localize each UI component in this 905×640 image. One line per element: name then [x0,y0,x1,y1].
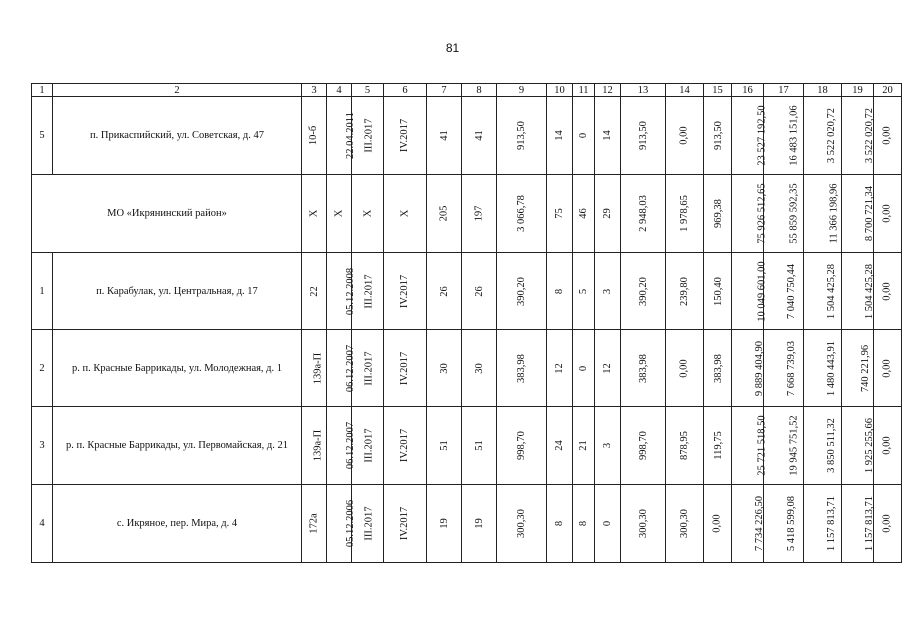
cell-value: 51 [473,440,485,451]
cell-value: 1 504 425,28 [864,263,876,319]
cell-value: 55 859 592,35 [788,183,800,244]
value-cell [704,97,732,175]
cell-value: III.2017 [363,350,375,386]
value-cell [874,485,902,563]
value-cell [666,407,704,485]
cell-value: III.2017 [363,428,375,463]
cell-value: 5 418 599,08 [786,495,798,552]
cell-value: 913,50 [712,121,724,150]
value-cell [427,485,462,563]
cell-value: 3 [602,442,613,449]
value-cell [497,485,547,563]
value-cell [547,97,573,175]
value-cell [352,407,384,485]
header-cell: 17 [764,84,804,97]
value-cell [327,253,357,330]
value-cell [573,485,595,563]
cell-value: 46 [578,208,589,219]
value-cell [874,253,902,330]
value-cell [666,175,704,253]
value-cell [547,330,573,407]
value-cell [497,175,547,253]
row-number-cell: 3 [32,407,53,485]
value-cell [595,407,621,485]
value-cell [842,175,874,253]
district-name-cell: МО «Икрянинский район» [32,175,302,253]
value-cell [804,407,842,485]
value-cell [764,175,804,253]
value-cell [384,253,427,330]
value-cell [327,97,356,175]
cell-value: IV.2017 [399,274,411,308]
value-cell [497,253,547,330]
row-number-cell: 5 [32,97,53,175]
cell-value: 383,98 [712,353,724,383]
value-cell [732,175,768,253]
cell-value: 22 [308,285,320,297]
value-cell [595,330,621,407]
cell-value: 139а-П [312,352,324,384]
header-cell: 18 [804,84,842,97]
value-cell [547,485,573,563]
cell-value: 913,50 [637,121,649,150]
header-row [32,84,902,97]
value-cell [573,330,595,407]
value-cell [764,97,804,175]
value-cell [302,485,327,563]
value-cell [352,175,384,253]
value-cell [497,330,547,407]
value-cell [462,485,497,563]
cell-value: 7 668 739,03 [786,340,798,396]
cell-value: 0,00 [882,281,893,301]
value-cell [573,407,595,485]
value-cell [497,407,547,485]
value-cell [302,407,327,485]
header-cell: 1 [32,84,53,97]
cell-value: 0,00 [679,358,690,378]
cell-value: 25 721 518,50 [756,415,768,476]
cell-value: 26 [438,285,450,297]
cell-value: 3 522 020,72 [826,107,838,164]
row-number-cell: 1 [32,253,53,330]
cell-value: 205 [438,205,450,222]
cell-value: 23 527 192,50 [756,105,768,166]
cell-value: 10 049 601,00 [756,260,768,322]
value-cell [874,330,902,407]
cell-value: 8 [578,520,589,527]
cell-value: IV.2017 [399,351,411,385]
value-cell [327,485,357,563]
value-cell [302,253,327,330]
cell-value: 0,00 [882,204,893,223]
cell-value: 06.12.2007 [345,421,357,470]
header-cell: 16 [732,84,764,97]
value-cell [666,97,704,175]
cell-value: 300,30 [637,509,649,538]
cell-value: 3 066,78 [516,195,527,232]
cell-value: 3 850 511,32 [825,418,837,473]
cell-value: 0,00 [882,126,893,145]
value-cell [732,407,768,485]
address-cell: р. п. Красные Баррикады, ул. Молодежная, д. 1 [53,330,302,407]
cell-value: 9 889 404,90 [754,340,766,396]
value-cell [874,97,902,175]
cell-value: 969,38 [712,199,724,228]
header-cell: 13 [621,84,666,97]
cell-value: 0,00 [712,514,723,533]
cell-value: 5 [578,288,589,294]
cell-value: 30 [438,362,450,374]
cell-value: 1 157 813,71 [864,495,876,552]
cell-value: 3 522 020,72 [864,107,876,164]
value-cell [384,175,427,253]
table-row [32,485,902,563]
cell-value: 3 [602,288,613,294]
value-cell [621,97,666,175]
cell-value: 14 [554,130,565,141]
header-cell: 4 [327,84,352,97]
value-cell [384,330,427,407]
value-cell [704,485,732,563]
header-cell: 7 [427,84,462,97]
value-cell [621,253,666,330]
value-cell [427,97,462,175]
cell-value: 0 [578,365,589,371]
value-cell [595,97,621,175]
cell-value: 740 221,96 [860,344,872,392]
value-cell [704,175,732,253]
header-cell: 10 [547,84,573,97]
value-cell [302,330,327,407]
value-cell [384,485,427,563]
row-number-cell: 4 [32,485,53,563]
cell-value: 0,00 [882,358,893,378]
address-cell: р. п. Красные Баррикады, ул. Первомайская, д. 21 [53,407,302,485]
value-cell [573,97,595,175]
cell-value: 30 [473,362,485,374]
cell-value: 139а-П [312,429,324,462]
cell-value: 29 [602,208,613,219]
cell-value: 998,70 [637,431,649,460]
table-row [32,407,902,485]
value-cell [842,253,874,330]
header-cell: 20 [874,84,902,97]
cell-value: 172а [308,513,320,534]
value-cell [621,407,666,485]
header-cell: 9 [497,84,547,97]
value-cell [352,485,384,563]
cell-value: 11 366 198,96 [828,183,840,244]
value-cell [842,407,874,485]
value-cell [427,253,462,330]
value-cell [804,485,842,563]
page-number: 81 [445,41,460,55]
value-cell [804,253,842,330]
value-cell [427,175,462,253]
cell-value: 1 480 443,91 [826,340,838,396]
cell-value: 12 [554,362,565,374]
cell-value: 1 504 425,28 [826,263,838,319]
cell-value: 1 925 255,66 [864,417,876,474]
cell-value: 8 [554,288,565,294]
cell-value: IV.2017 [399,428,411,463]
value-cell [874,407,902,485]
cell-value: 998,70 [516,431,527,460]
header-cell: 6 [384,84,427,97]
cell-value: 06.12.2007 [345,344,357,392]
cell-value: 7 040 750,44 [786,263,798,319]
value-cell [666,330,704,407]
value-cell [804,175,842,253]
header-cell: 14 [666,84,704,97]
value-cell [462,330,497,407]
cell-value: 0 [578,132,589,139]
cell-value: 8 [554,520,565,527]
address-cell: п. Карабулак, ул. Центральная, д. 17 [53,253,302,330]
value-cell [874,175,902,253]
value-cell [704,330,732,407]
value-cell [666,253,704,330]
table-row [32,253,902,330]
value-cell [573,175,595,253]
cell-value: III.2017 [363,118,375,153]
value-cell [352,330,384,407]
cell-value: X [308,209,320,218]
cell-value: 383,98 [516,353,527,383]
cell-value: 14 [602,130,613,141]
value-cell [704,407,732,485]
value-cell [427,330,462,407]
value-cell [732,97,768,175]
value-cell [621,330,666,407]
cell-value: 390,20 [516,276,527,306]
value-cell [547,407,573,485]
table-row [32,330,902,407]
cell-value: 0,00 [679,126,690,145]
cell-value: 05.12.2006 [345,499,357,548]
cell-value: 383,98 [637,353,649,383]
value-cell [462,253,497,330]
table-row [32,175,902,253]
cell-value: 24 [554,440,565,451]
value-cell [352,253,384,330]
header-cell: 5 [352,84,384,97]
header-cell: 11 [573,84,595,97]
value-cell [547,175,573,253]
address-cell: п. Прикаспийский, ул. Советская, д. 47 [53,97,302,175]
value-cell [764,330,804,407]
cell-value: 390,20 [637,276,649,306]
value-cell [732,253,768,330]
cell-value: 119,75 [712,431,724,460]
cell-value: 8 700 721,34 [864,185,876,242]
cell-value: 12 [602,362,613,374]
cell-value: 19 [438,518,450,529]
header-cell: 19 [842,84,874,97]
value-cell [764,485,804,563]
cell-value: 0,00 [882,514,893,533]
cell-value: IV.2017 [399,506,411,541]
value-cell [327,175,352,253]
value-cell [666,485,704,563]
cell-value: 0,00 [882,436,893,455]
value-cell [595,253,621,330]
cell-value: 16 483 151,06 [788,105,800,166]
value-cell [302,175,327,253]
value-cell [573,253,595,330]
cell-value: 19 [473,518,485,529]
value-cell [427,407,462,485]
value-cell [462,407,497,485]
cell-value: 75 [554,208,565,219]
cell-value: 150,40 [712,276,724,306]
cell-value: X [399,209,411,218]
header-cell: 8 [462,84,497,97]
cell-value: 26 [473,285,485,297]
value-cell [547,253,573,330]
value-cell [842,97,874,175]
table-row [32,97,902,175]
cell-value: 239,80 [679,276,690,306]
header-cell: 15 [704,84,732,97]
cell-value: 10-б [308,125,320,146]
cell-value: 41 [473,130,485,141]
value-cell [462,175,497,253]
cell-value: III.2017 [363,506,375,541]
value-cell [764,407,804,485]
cell-value: IV.2017 [399,118,411,153]
cell-value: 197 [473,205,485,222]
cell-value: 19 945 751,52 [788,415,800,476]
cell-value: III.2017 [363,273,375,309]
value-cell [704,253,732,330]
value-cell [384,97,427,175]
data-table [31,83,902,563]
header-cell: 2 [53,84,302,97]
cell-value: 913,50 [516,121,527,150]
value-cell [497,97,547,175]
cell-value: 7 734 226,50 [754,495,766,552]
cell-value: 22.04.2011 [344,112,356,159]
value-cell [732,485,764,563]
value-cell [804,330,842,407]
value-cell [621,175,666,253]
row-number-cell: 2 [32,330,53,407]
cell-value: 878,95 [679,431,690,460]
cell-value: 05.12.2008 [345,267,357,315]
value-cell [327,407,357,485]
cell-value: 1 157 813,71 [826,495,838,552]
cell-value: 1 978,65 [679,195,690,232]
address-cell: с. Икряное, пер. Мира, д. 4 [53,485,302,563]
value-cell [804,97,842,175]
header-cell: 12 [595,84,621,97]
cell-value: 51 [438,440,450,451]
value-cell [302,97,327,175]
value-cell [384,407,427,485]
value-cell [327,330,357,407]
cell-value: 300,30 [516,509,527,538]
cell-value: 2 948,03 [637,195,649,232]
value-cell [595,485,621,563]
value-cell [595,175,621,253]
value-cell [352,97,384,175]
cell-value: 0 [602,520,613,527]
value-cell [621,485,666,563]
cell-value: 21 [578,440,589,451]
value-cell [462,97,497,175]
cell-value: 75 926 512,65 [756,183,768,244]
value-cell [764,253,804,330]
value-cell [842,485,874,563]
value-cell [842,330,874,407]
cell-value: 300,30 [679,509,690,538]
header-cell: 3 [302,84,327,97]
cell-value: X [362,209,373,218]
value-cell [732,330,764,407]
cell-value: X [333,209,345,218]
cell-value: 41 [438,130,450,141]
